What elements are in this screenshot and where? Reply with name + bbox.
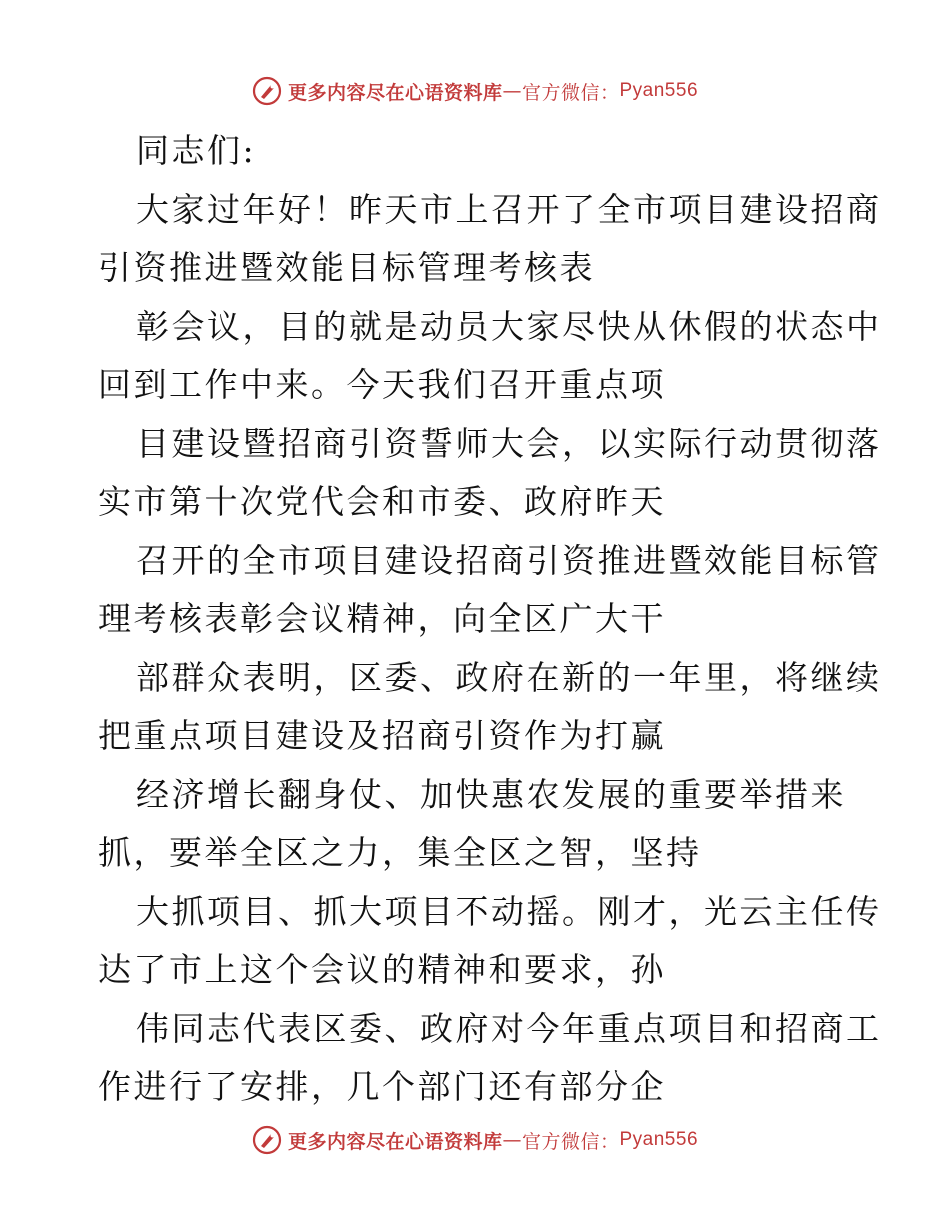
- text-line: 召开的全市项目建设招商引资推进暨效能目标管: [136, 540, 882, 580]
- text-line: 实市第十次党代会和市委、政府昨天: [98, 482, 666, 521]
- watermark-brand: 更多内容尽在心语资料库: [287, 1130, 503, 1153]
- header-watermark: [0, 71, 950, 111]
- text-line: 目建设暨招商引资誓师大会，以实际行动贯彻落: [136, 423, 882, 463]
- watermark-wechat-id: Pyan556: [619, 1129, 699, 1150]
- watermark-separator: —: [502, 1129, 522, 1151]
- text-line: 大家过年好！昨天市上召开了全市项目建设招商: [136, 189, 882, 229]
- text-line: 作进行了安排，几个部门还有部分企: [98, 1067, 666, 1106]
- text-line: 大抓项目、抓大项目不动摇。刚才，光云主任传: [136, 891, 882, 931]
- text-line: 彰会议，目的就是动员大家尽快从休假的状态中: [136, 306, 882, 346]
- text-line: 伟同志代表区委、政府对今年重点项目和招商工: [136, 1008, 882, 1048]
- watermark-wechat-label: 官方微信：: [521, 81, 620, 104]
- text-line: 同志们:: [136, 131, 257, 170]
- document-body: [98, 122, 882, 1117]
- text-line: 部群众表明，区委、政府在新的一年里，将继续: [136, 657, 882, 697]
- watermark-wechat-label: 官方微信：: [521, 1130, 620, 1153]
- watermark-separator: —: [502, 80, 522, 102]
- text-line: 达了市上这个会议的精神和要求，孙: [98, 950, 666, 989]
- text-line: 理考核表彰会议精神，向全区广大干: [98, 599, 666, 638]
- watermark-brand: 更多内容尽在心语资料库: [287, 81, 503, 104]
- watermark-wechat-id: Pyan556: [619, 80, 699, 101]
- text-line: 把重点项目建设及招商引资作为打赢: [98, 716, 666, 755]
- text-line: 经济增长翻身仗、加快惠农发展的重要举措来: [136, 774, 846, 814]
- pen-nib-logo-icon: [252, 76, 282, 106]
- footer-watermark: [0, 1120, 950, 1160]
- pen-nib-logo-icon: [252, 1125, 282, 1155]
- text-line: 抓，要举全区之力，集全区之智，坚持: [98, 833, 702, 872]
- text-line: 回到工作中来。今天我们召开重点项: [98, 365, 666, 404]
- text-line: 引资推进暨效能目标管理考核表: [98, 248, 595, 287]
